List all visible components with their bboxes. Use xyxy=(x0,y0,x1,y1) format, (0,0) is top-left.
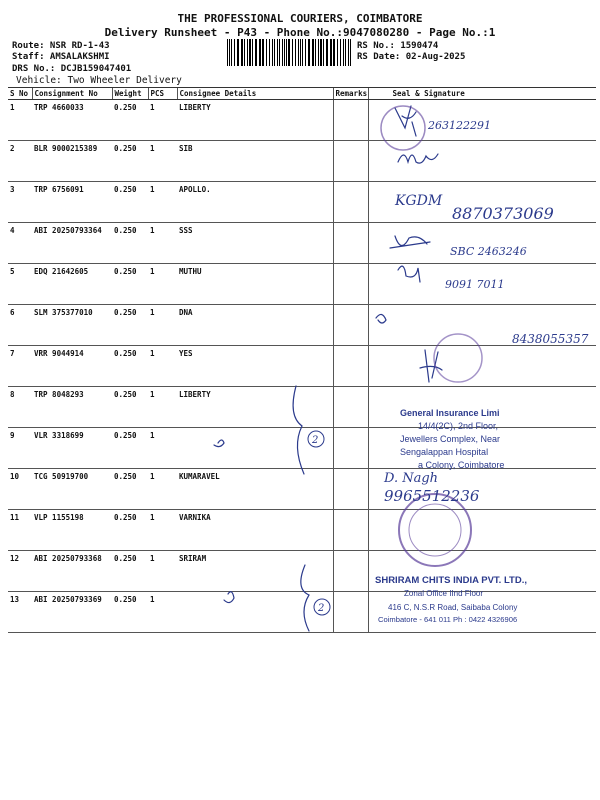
consignment-cell: TCG 50919700 xyxy=(32,469,112,510)
consignment-cell: ABI 20250793368 xyxy=(32,551,112,592)
barcode-bar xyxy=(269,39,270,66)
number-circle-label: 2 xyxy=(318,603,325,614)
consignee-cell: LIBERTY xyxy=(177,387,333,428)
barcode-bar xyxy=(231,39,232,66)
sno-cell: 6 xyxy=(8,305,32,346)
barcode-bar xyxy=(333,39,335,66)
stamp-line: Zonal Office IInd Floor xyxy=(404,589,483,598)
pcs-cell: 1 xyxy=(148,346,177,387)
table-header-row xyxy=(8,88,596,100)
rs-date: RS Date: 02-Aug-2025 xyxy=(357,52,466,62)
consignee-cell: VARNIKA xyxy=(177,510,333,551)
pcs-cell: 1 xyxy=(148,182,177,223)
weight-cell: 0.250 xyxy=(112,510,148,551)
barcode-bar xyxy=(252,39,253,66)
stamp-line: SHRIRAM CHITS INDIA PVT. LTD., xyxy=(375,575,527,586)
table-row xyxy=(8,264,596,305)
signature-cell xyxy=(368,100,596,141)
signature-cell xyxy=(368,305,596,346)
pcs-cell: 1 xyxy=(148,264,177,305)
col-consignment: Consignment No xyxy=(32,88,112,100)
consignee-cell: APOLLO. xyxy=(177,182,333,223)
barcode-bar xyxy=(292,39,293,66)
pcs-cell: 1 xyxy=(148,223,177,264)
barcode-bar xyxy=(244,39,245,66)
sno-cell: 4 xyxy=(8,223,32,264)
col-weight: Weight xyxy=(112,88,148,100)
barcode-bar xyxy=(284,39,285,66)
pcs-cell: 1 xyxy=(148,387,177,428)
barcode-bar xyxy=(249,39,251,66)
weight-cell: 0.250 xyxy=(112,223,148,264)
remarks-cell xyxy=(333,223,368,264)
barcode-bar xyxy=(312,39,314,66)
table-row xyxy=(8,551,596,592)
col-sno: S No xyxy=(8,88,32,100)
barcode-bar xyxy=(277,39,278,66)
pcs-cell: 1 xyxy=(148,551,177,592)
remarks-cell xyxy=(333,141,368,182)
remarks-cell xyxy=(333,469,368,510)
remarks-cell xyxy=(333,551,368,592)
company-title: THE PROFESSIONAL COURIERS, COIMBATORE xyxy=(177,12,423,25)
rs-number: RS No.: 1590474 xyxy=(357,41,439,51)
sno-cell: 5 xyxy=(8,264,32,305)
col-consignee: Consignee Details xyxy=(177,88,333,100)
signature-cell xyxy=(368,428,596,469)
stamp-line: 416 C, N.S.R Road, Saibaba Colony xyxy=(388,603,518,612)
barcode-bar xyxy=(302,39,303,66)
remarks-cell xyxy=(333,100,368,141)
barcode-bar xyxy=(279,39,280,66)
consignment-cell: TRP 4660033 xyxy=(32,100,112,141)
consignment-cell: VRR 9044914 xyxy=(32,346,112,387)
signature-cell xyxy=(368,551,596,592)
barcode-bar xyxy=(318,39,319,66)
weight-cell: 0.250 xyxy=(112,387,148,428)
consignment-cell: VLR 3318699 xyxy=(32,428,112,469)
sno-cell: 10 xyxy=(8,469,32,510)
remarks-cell xyxy=(333,346,368,387)
table-row xyxy=(8,141,596,182)
barcode-bar xyxy=(350,39,351,66)
drs-number: DRS No.: DCJB159047401 xyxy=(12,64,132,74)
consignment-cell: VLP 1155198 xyxy=(32,510,112,551)
remarks-cell xyxy=(333,592,368,633)
barcode-bar xyxy=(305,39,306,66)
consignee-cell: SRIRAM xyxy=(177,551,333,592)
barcode-bar xyxy=(241,39,243,66)
sno-cell: 12 xyxy=(8,551,32,592)
col-seal-signature: Seal & Signature xyxy=(368,88,596,100)
consignee-cell: MUTHU xyxy=(177,264,333,305)
barcode-bar xyxy=(286,39,287,66)
sno-cell: 7 xyxy=(8,346,32,387)
vehicle-info: Vehicle: Two Wheeler Delivery xyxy=(16,75,182,86)
barcode-bar xyxy=(300,39,301,66)
consignee-cell: DNA xyxy=(177,305,333,346)
barcode-bar xyxy=(323,39,324,66)
weight-cell: 0.250 xyxy=(112,346,148,387)
barcode-bar xyxy=(259,39,261,66)
sno-cell: 9 xyxy=(8,428,32,469)
pcs-cell: 1 xyxy=(148,510,177,551)
staff-info: Staff: AMSALAKSHMI xyxy=(12,52,110,62)
weight-cell: 0.250 xyxy=(112,264,148,305)
barcode-bar xyxy=(274,39,275,66)
barcode-bar xyxy=(262,39,264,66)
consignee-cell: YES xyxy=(177,346,333,387)
barcode-bar xyxy=(340,39,341,66)
stamp-line: General Insurance Limi xyxy=(400,408,500,418)
signature-cell xyxy=(368,182,596,223)
barcode-bar xyxy=(282,39,283,66)
consignment-cell: SLM 375377010 xyxy=(32,305,112,346)
pcs-cell: 1 xyxy=(148,100,177,141)
table-row xyxy=(8,469,596,510)
table-row xyxy=(8,428,596,469)
barcode-bar xyxy=(266,39,267,66)
weight-cell: 0.250 xyxy=(112,551,148,592)
table-row xyxy=(8,182,596,223)
barcode-bar xyxy=(295,39,296,66)
barcode-bar xyxy=(337,39,338,66)
handwritten-note: SBC 2463246 xyxy=(450,245,527,258)
table-row xyxy=(8,346,596,387)
consignee-cell: LIBERTY xyxy=(177,100,333,141)
barcode-bar xyxy=(315,39,316,66)
barcode-bar xyxy=(272,39,273,66)
consignment-cell: ABI 20250793364 xyxy=(32,223,112,264)
barcode-bar xyxy=(320,39,322,66)
route-info: Route: NSR RD-1-43 xyxy=(12,41,110,51)
consignee-cell: SIB xyxy=(177,141,333,182)
stamp-line: 14/4(2C), 2nd Floor, xyxy=(418,421,499,431)
consignee-cell: KUMARAVEL xyxy=(177,469,333,510)
signature-cell xyxy=(368,264,596,305)
signature-cell xyxy=(368,592,596,633)
barcode-bar xyxy=(288,39,290,66)
signature-cell xyxy=(368,346,596,387)
stamp-line: Coimbatore - 641 011 Ph : 0422 4326906 xyxy=(378,615,518,624)
handwritten-name: KGDM xyxy=(395,193,443,209)
barcode-bar xyxy=(227,39,228,66)
stamp-line: Jewellers Complex, Near xyxy=(400,434,501,444)
remarks-cell xyxy=(333,305,368,346)
signature-cell xyxy=(368,223,596,264)
signature-cell xyxy=(368,387,596,428)
barcode-bar xyxy=(237,39,239,66)
pcs-cell: 1 xyxy=(148,141,177,182)
table-row xyxy=(8,510,596,551)
weight-cell: 0.250 xyxy=(112,428,148,469)
barcode-bar xyxy=(234,39,235,66)
weight-cell: 0.250 xyxy=(112,141,148,182)
remarks-cell xyxy=(333,264,368,305)
runsheet-subtitle: Delivery Runsheet - P43 - Phone No.:9047080280 - Page No.:1 xyxy=(104,26,496,39)
handwritten-name: D. Nagh xyxy=(384,471,439,486)
sno-cell: 8 xyxy=(8,387,32,428)
barcode-bar xyxy=(255,39,257,66)
sno-cell: 1 xyxy=(8,100,32,141)
barcode-bar xyxy=(345,39,346,66)
sno-cell: 2 xyxy=(8,141,32,182)
weight-cell: 0.250 xyxy=(112,100,148,141)
barcode-image xyxy=(226,39,354,66)
runsheet-table xyxy=(8,87,596,633)
consignment-cell: ABI 20250793369 xyxy=(32,592,112,633)
consignee-cell xyxy=(177,428,333,469)
consignment-cell: BLR 9000215389 xyxy=(32,141,112,182)
col-remarks: Remarks xyxy=(333,88,368,100)
consignment-cell: TRP 6756091 xyxy=(32,182,112,223)
remarks-cell xyxy=(333,428,368,469)
remarks-cell xyxy=(333,182,368,223)
remarks-cell xyxy=(333,510,368,551)
handwritten-phone: 8438055357 xyxy=(512,332,589,346)
handwritten-phone: 263122291 xyxy=(428,119,491,132)
barcode-bar xyxy=(343,39,344,66)
handwritten-note: 9091 7011 xyxy=(445,278,505,291)
table-row xyxy=(8,100,596,141)
consignee-cell: SSS xyxy=(177,223,333,264)
stamp-line: Sengalappan Hospital xyxy=(400,447,489,457)
table-row xyxy=(8,223,596,264)
weight-cell: 0.250 xyxy=(112,469,148,510)
weight-cell: 0.250 xyxy=(112,305,148,346)
sno-cell: 13 xyxy=(8,592,32,633)
pcs-cell: 1 xyxy=(148,592,177,633)
sno-cell: 11 xyxy=(8,510,32,551)
barcode-bar xyxy=(247,39,248,66)
number-circle-label: 2 xyxy=(312,435,319,446)
table-row xyxy=(8,592,596,633)
barcode-bar xyxy=(326,39,328,66)
table-row xyxy=(8,387,596,428)
consignment-cell: EDQ 21642605 xyxy=(32,264,112,305)
weight-cell: 0.250 xyxy=(112,182,148,223)
handwritten-phone: 9965512236 xyxy=(384,487,480,505)
remarks-cell xyxy=(333,387,368,428)
consignment-cell: TRP 8048293 xyxy=(32,387,112,428)
signature-cell xyxy=(368,141,596,182)
pcs-cell: 1 xyxy=(148,428,177,469)
barcode-bar xyxy=(229,39,230,66)
col-pcs: PCS xyxy=(148,88,177,100)
barcode-bar xyxy=(298,39,299,66)
table-row xyxy=(8,305,596,346)
pcs-cell: 1 xyxy=(148,305,177,346)
signature-cell xyxy=(368,469,596,510)
pcs-cell: 1 xyxy=(148,469,177,510)
consignee-cell xyxy=(177,592,333,633)
handwritten-phone: 8870373069 xyxy=(452,204,554,223)
barcode-bar xyxy=(330,39,332,66)
stamp-line: a Colony, Coimbatore xyxy=(418,460,505,470)
signature-cell xyxy=(368,510,596,551)
barcode-bar xyxy=(348,39,349,66)
barcode-bar xyxy=(308,39,310,66)
sno-cell: 3 xyxy=(8,182,32,223)
weight-cell: 0.250 xyxy=(112,592,148,633)
